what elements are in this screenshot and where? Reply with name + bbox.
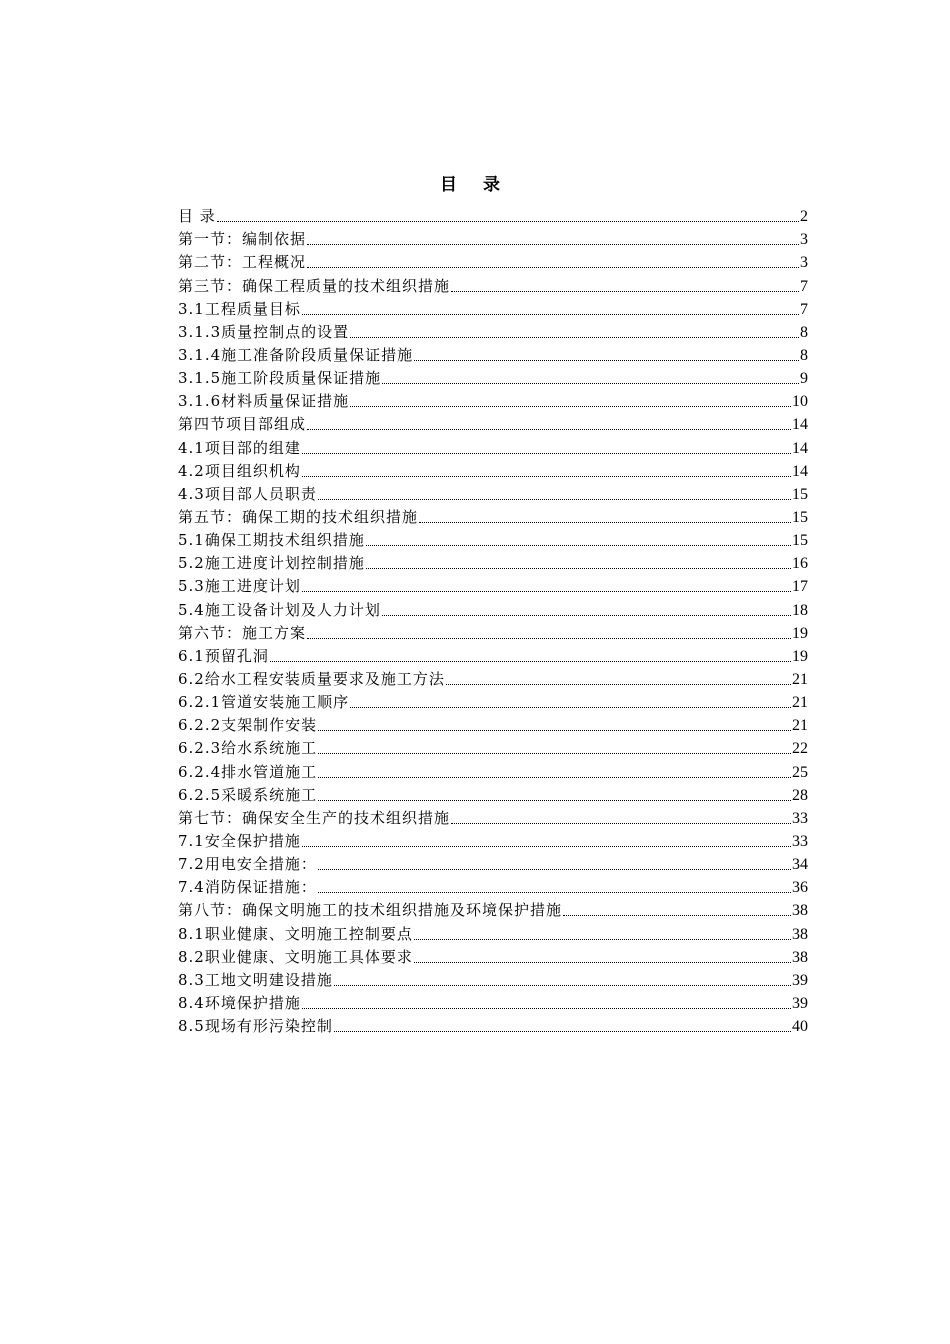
toc-dot-leader	[563, 915, 791, 916]
toc-entry-label: 6.2.1管道安装施工顺序	[178, 693, 350, 712]
toc-entry[interactable]	[178, 737, 808, 760]
toc-entry-page-number: 21	[792, 694, 808, 712]
toc-dot-leader	[217, 221, 799, 222]
toc-entry[interactable]	[178, 807, 808, 830]
toc-entry[interactable]	[178, 552, 808, 575]
toc-entry[interactable]	[178, 714, 808, 737]
toc-dot-leader	[414, 962, 791, 963]
toc-entry[interactable]	[178, 506, 808, 529]
toc-entry-page-number: 14	[792, 416, 808, 434]
toc-dot-leader	[302, 846, 791, 847]
toc-dot-leader	[334, 985, 791, 986]
toc-list	[178, 205, 808, 1038]
toc-entry[interactable]	[178, 575, 808, 598]
toc-entry[interactable]	[178, 251, 808, 274]
toc-dot-leader	[318, 800, 791, 801]
toc-dot-leader	[318, 892, 791, 893]
toc-entry-label: 5.3施工进度计划	[178, 577, 301, 596]
toc-entry[interactable]	[178, 413, 808, 436]
toc-entry-label: 8.3工地文明建设措施	[178, 970, 333, 989]
toc-entry[interactable]	[178, 344, 808, 367]
toc-entry-label: 8.5现场有形污染控制	[178, 1017, 333, 1036]
toc-entry[interactable]	[178, 1015, 808, 1038]
toc-entry-page-number: 33	[792, 809, 808, 827]
toc-dot-leader	[382, 383, 799, 384]
toc-dot-leader	[302, 1008, 791, 1009]
toc-entry[interactable]	[178, 298, 808, 321]
toc-dot-leader	[302, 591, 791, 592]
toc-entry-label: 8.2职业健康、文明施工具体要求	[178, 947, 413, 966]
toc-dot-leader	[318, 499, 791, 500]
toc-entry-page-number: 25	[792, 763, 808, 781]
toc-entry-label: 8.4环境保护措施	[178, 993, 301, 1012]
toc-entry-page-number: 40	[792, 1018, 808, 1036]
toc-entry-page-number: 39	[792, 994, 808, 1012]
toc-entry[interactable]	[178, 969, 808, 992]
toc-entry[interactable]	[178, 436, 808, 459]
toc-dot-leader	[451, 823, 791, 824]
toc-entry-label: 5.4施工设备计划及人力计划	[178, 600, 381, 619]
toc-entry-page-number: 3	[800, 231, 808, 249]
toc-entry-page-number: 15	[792, 508, 808, 526]
toc-entry[interactable]	[178, 321, 808, 344]
toc-entry-label: 6.2.3给水系统施工	[178, 739, 318, 758]
toc-entry[interactable]	[178, 228, 808, 251]
toc-dot-leader	[307, 267, 799, 268]
toc-entry[interactable]	[178, 367, 808, 390]
toc-entry-label: 3.1.3质量控制点的设置	[178, 322, 350, 341]
toc-entry[interactable]	[178, 946, 808, 969]
toc-dot-leader	[451, 291, 799, 292]
toc-entry-label: 5.1确保工期技术组织措施	[178, 531, 365, 550]
toc-entry-page-number: 17	[792, 578, 808, 596]
toc-entry-label: 第三节：确保工程质量的技术组织措施	[178, 276, 451, 295]
toc-entry-label: 7.4消防保证措施：	[178, 878, 317, 897]
toc-entry[interactable]	[178, 598, 808, 621]
toc-entry-page-number: 8	[800, 323, 808, 341]
toc-entry-label: 第一节：编制依据	[178, 230, 307, 249]
toc-entry-page-number: 38	[792, 902, 808, 920]
toc-dot-leader	[414, 939, 791, 940]
toc-entry[interactable]	[178, 529, 808, 552]
toc-entry-page-number: 15	[792, 532, 808, 550]
toc-entry-label: 6.2.2支架制作安装	[178, 716, 318, 735]
page-title: 目 录	[440, 175, 510, 195]
toc-entry-page-number: 34	[792, 856, 808, 874]
toc-entry-label: 4.1项目部的组建	[178, 438, 301, 457]
toc-entry-page-number: 36	[792, 879, 808, 897]
toc-entry-page-number: 8	[800, 346, 808, 364]
toc-entry-page-number: 14	[792, 462, 808, 480]
toc-dot-leader	[446, 684, 791, 685]
toc-entry-page-number: 15	[792, 485, 808, 503]
toc-entry-page-number: 38	[792, 948, 808, 966]
toc-entry[interactable]	[178, 830, 808, 853]
toc-entry[interactable]	[178, 622, 808, 645]
toc-entry[interactable]	[178, 645, 808, 668]
toc-dot-leader	[302, 453, 791, 454]
toc-entry-page-number: 38	[792, 925, 808, 943]
toc-entry[interactable]	[178, 899, 808, 922]
toc-entry-page-number: 18	[792, 601, 808, 619]
toc-entry-page-number: 7	[800, 300, 808, 318]
toc-dot-leader	[307, 429, 791, 430]
toc-entry[interactable]	[178, 483, 808, 506]
toc-entry[interactable]	[178, 760, 808, 783]
toc-dot-leader	[382, 615, 791, 616]
toc-entry-label: 第五节：确保工期的技术组织措施	[178, 507, 419, 526]
toc-entry-page-number: 21	[792, 670, 808, 688]
toc-entry-page-number: 39	[792, 971, 808, 989]
toc-entry[interactable]	[178, 205, 808, 228]
toc-entry-label: 4.3项目部人员职责	[178, 484, 317, 503]
toc-entry-label: 3.1.4施工准备阶段质量保证措施	[178, 345, 414, 364]
toc-entry-page-number: 33	[792, 832, 808, 850]
toc-dot-leader	[350, 337, 799, 338]
toc-entry-page-number: 14	[792, 439, 808, 457]
toc-dot-leader	[350, 406, 791, 407]
toc-entry-label: 3.1工程质量目标	[178, 299, 301, 318]
toc-entry[interactable]	[178, 274, 808, 297]
toc-entry-label: 目 录	[178, 207, 216, 226]
toc-entry[interactable]	[178, 784, 808, 807]
toc-entry[interactable]	[178, 390, 808, 413]
toc-dot-leader	[419, 522, 791, 523]
toc-dot-leader	[366, 568, 791, 569]
toc-entry-label: 第七节：确保安全生产的技术组织措施	[178, 808, 451, 827]
toc-entry[interactable]	[178, 876, 808, 899]
toc-dot-leader	[318, 869, 791, 870]
toc-entry-label: 6.2给水工程安装质量要求及施工方法	[178, 669, 445, 688]
toc-entry-page-number: 19	[792, 647, 808, 665]
toc-dot-leader	[302, 314, 799, 315]
toc-entry-page-number: 19	[792, 624, 808, 642]
toc-dot-leader	[302, 476, 791, 477]
toc-entry-label: 3.1.6材料质量保证措施	[178, 392, 350, 411]
toc-entry-label: 7.1安全保护措施	[178, 831, 301, 850]
toc-entry[interactable]	[178, 691, 808, 714]
toc-entry-page-number: 28	[792, 786, 808, 804]
toc-entry-page-number: 7	[800, 277, 808, 295]
toc-entry-label: 4.2项目组织机构	[178, 461, 301, 480]
toc-entry[interactable]	[178, 668, 808, 691]
toc-dot-leader	[318, 753, 791, 754]
toc-dot-leader	[307, 638, 791, 639]
toc-entry-page-number: 9	[800, 370, 808, 388]
toc-dot-leader	[270, 661, 791, 662]
toc-dot-leader	[350, 707, 791, 708]
toc-entry-label: 第四节项目部组成	[178, 415, 307, 434]
toc-entry[interactable]	[178, 922, 808, 945]
toc-entry-page-number: 22	[792, 740, 808, 758]
toc-dot-leader	[307, 244, 799, 245]
toc-entry-page-number: 21	[792, 717, 808, 735]
toc-dot-leader	[318, 777, 791, 778]
toc-entry-label: 第六节：施工方案	[178, 623, 307, 642]
toc-entry[interactable]	[178, 853, 808, 876]
toc-entry-page-number: 2	[800, 208, 808, 226]
toc-dot-leader	[414, 360, 799, 361]
toc-entry-label: 6.2.5采暖系统施工	[178, 785, 318, 804]
toc-entry-label: 8.1职业健康、文明施工控制要点	[178, 924, 413, 943]
toc-entry-label: 6.1预留孔洞	[178, 646, 269, 665]
toc-entry-label: 第八节：确保文明施工的技术组织措施及环境保护措施	[178, 901, 563, 920]
toc-dot-leader	[366, 545, 791, 546]
toc-entry-page-number: 3	[800, 254, 808, 272]
toc-entry[interactable]	[178, 460, 808, 483]
toc-entry-label: 7.2用电安全措施：	[178, 855, 317, 874]
toc-dot-leader	[318, 730, 791, 731]
toc-entry-page-number: 16	[792, 555, 808, 573]
toc-entry-page-number: 10	[792, 393, 808, 411]
toc-entry-label: 3.1.5施工阶段质量保证措施	[178, 369, 382, 388]
toc-entry-label: 5.2施工进度计划控制措施	[178, 554, 365, 573]
toc-entry[interactable]	[178, 992, 808, 1015]
toc-entry-label: 第二节：工程概况	[178, 253, 307, 272]
toc-dot-leader	[334, 1031, 791, 1032]
toc-entry-label: 6.2.4排水管道施工	[178, 762, 318, 781]
